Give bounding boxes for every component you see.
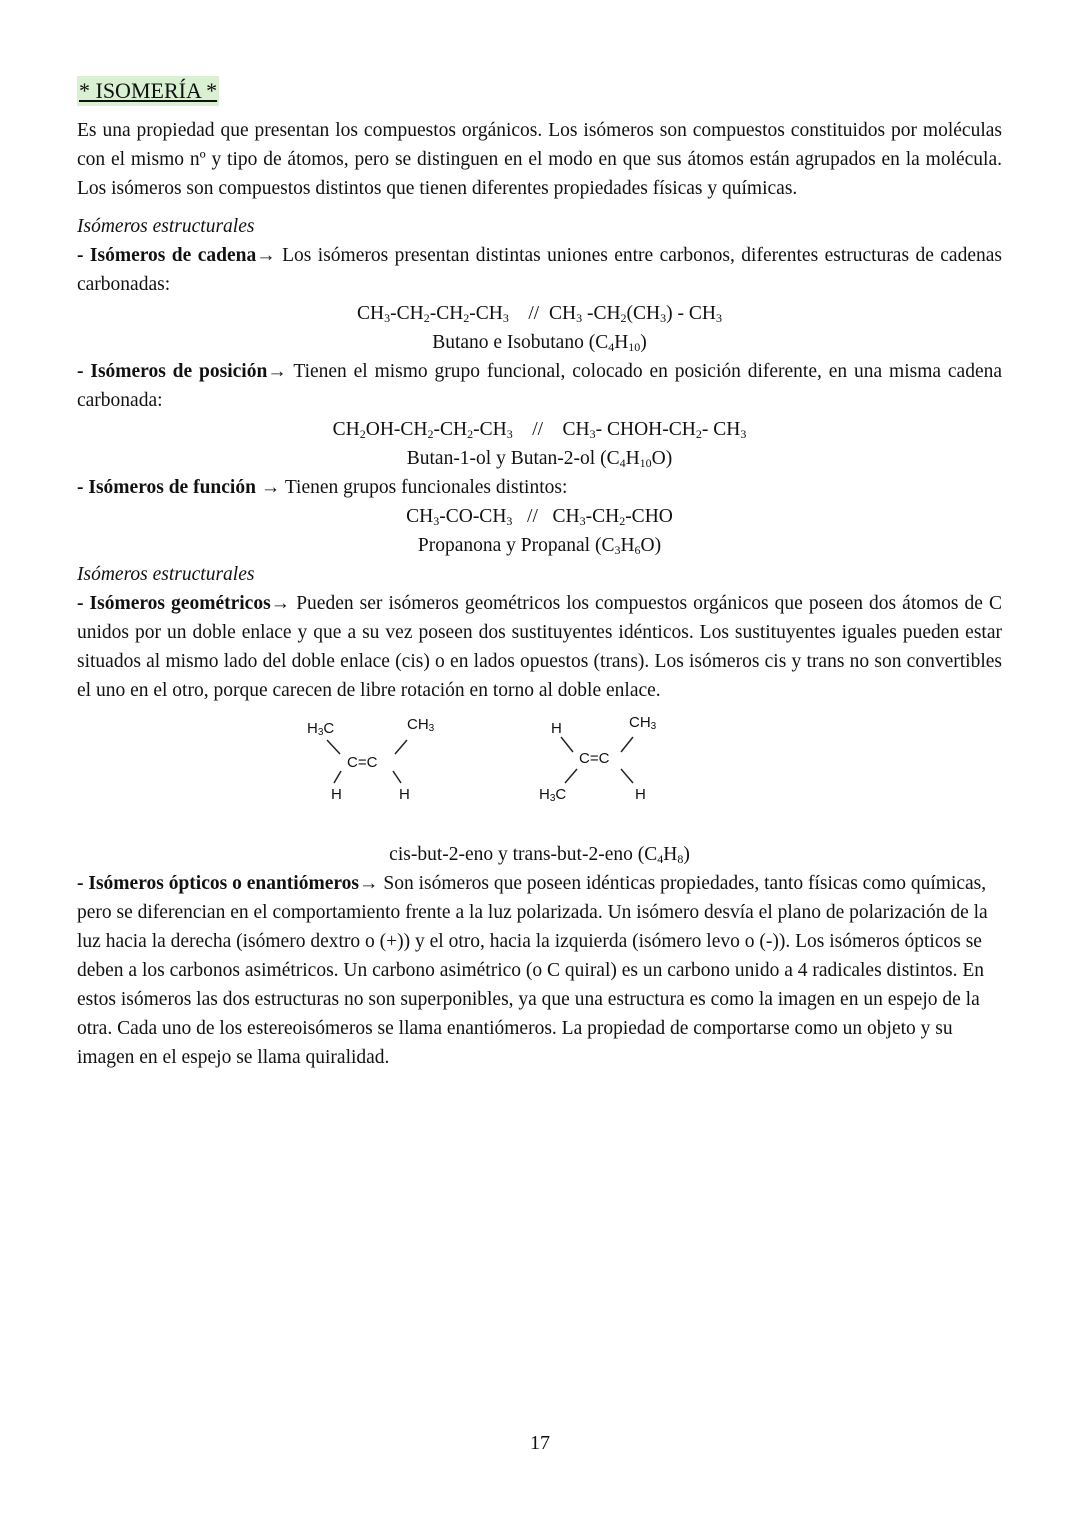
trans-bottom-right-label: H: [635, 786, 646, 803]
trans-double-bond-label: C=C: [579, 750, 610, 767]
opticos-term: - Isómeros ópticos o enantiómeros→: [77, 873, 379, 894]
trans-bottom-left-label: $H_3C$: [539, 786, 567, 804]
funcion-term: - Isómeros de función: [77, 477, 256, 498]
page-content: [77, 76, 1002, 1072]
cadena-term: - Isómeros de cadena→: [77, 245, 276, 266]
geometric-isomers-figure: [77, 705, 1002, 840]
cadena-caption: Butano e Isobutano $(C_4H_{10})$: [432, 332, 647, 354]
section-heading-estructurales-2: Isómeros estructurales: [77, 564, 255, 585]
opticos-paragraph: [77, 869, 1002, 1072]
section-heading-estructurales-1: Isómeros estructurales: [77, 216, 255, 237]
posicion-caption: Butan-1-ol y Butan-2-ol $(C_4H_{10}O)$: [406, 448, 673, 470]
funcion-caption: Propanona y Propanal $(C_3H_6O)$: [417, 535, 662, 557]
posicion-formula: $CH_2OH-CH_2-CH_2-CH_3$ // $CH_3-$ CHOH-$CH_2-$ $CH_3$: [332, 419, 747, 441]
posicion-paragraph: [77, 357, 1002, 415]
geometricos-caption: cis-but-2-eno y trans-but-2-eno $(C_4H_8)$: [389, 844, 690, 866]
cis-double-bond-label: C=C: [347, 754, 378, 771]
cadena-formula: $CH_3-CH_2-CH_2-CH_3$ // $CH_3$ $-CH_2(CH_3) - CH_3$: [357, 303, 722, 325]
funcion-paragraph: [77, 473, 1002, 502]
cadena-paragraph: [77, 241, 1002, 299]
cis-top-left-label: $H_3C$: [307, 720, 335, 738]
trans-top-left-label: H: [551, 720, 562, 737]
opticos-text: Son isómeros que poseen idénticas propiedades, tanto físicas como químicas, pero se diferencian en el comportamiento frente a la luz polarizada. Un isómero desvía el plano de polarización de la luz hacia la derecha (isómero dextro o (+)) y el otro, hacia la izquierda (isómero levo o (-)). Los isómeros ópticos se deben a los carbonos asimétricos. Un carbono asimétrico (o C quiral) es un carbono unido a 4 radicales distintos. En estos isómeros las dos estructuras no son superponibles, ya que una estructura es como la imagen en un espejo de la otra. Cada uno de los estereoisómeros se llama enantiómeros. La propiedad de comportarse como un objeto y su imagen en el espejo se llama quiralidad.: [77, 873, 988, 1068]
posicion-term: - Isómeros de posición→: [77, 361, 287, 382]
trans-top-right-label: $CH_3$: [629, 714, 657, 732]
cadena-text: Los isómeros presentan distintas uniones entre carbonos, diferentes estructuras de cadenas carbonadas:: [77, 245, 1002, 295]
geometricos-paragraph: [77, 589, 1002, 705]
geometricos-text: Pueden ser isómeros geométricos los compuestos orgánicos que poseen dos átomos de C unidos por un doble enlace y que a su vez poseen dos sustituyentes idénticos. Los sustituyentes iguales pueden estar situados al mismo lado del doble enlace (cis) o en lados opuestos (trans). Los isómeros cis y trans no son convertibles el uno en el otro, porque carecen de libre rotación en torno al doble enlace.: [77, 593, 1003, 701]
intro-paragraph: Es una propiedad que presentan los compuestos orgánicos. Los isómeros son compuestos constituidos por moléculas con el mismo nº y tipo de átomos, pero se distinguen en el modo en que sus átomos están agrupados en la molécula. Los isómeros son compuestos distintos que tienen diferentes propiedades físicas y químicas.: [77, 120, 1002, 199]
trans-but-2-ene-structure: [537, 715, 687, 805]
page-title: * ISOMERÍA *: [77, 76, 219, 106]
cis-bottom-right-label: H: [399, 786, 410, 803]
funcion-formula: $CH_3-CO-CH_3 // CH_3-CH_2-CHO$: [406, 506, 673, 528]
cis-but-2-ene-structure: [307, 715, 457, 805]
cis-top-right-label: $CH_3$: [407, 716, 435, 734]
page-number: 17: [530, 1432, 550, 1454]
cis-bottom-left-label: H: [331, 786, 342, 803]
funcion-text: → Tienen grupos funcionales distintos:: [255, 477, 568, 498]
geometricos-term: - Isómeros geométricos→: [77, 593, 291, 614]
posicion-text: Tienen el mismo grupo funcional, colocado en posición diferente, en una misma cadena carbonada:: [77, 361, 1003, 411]
